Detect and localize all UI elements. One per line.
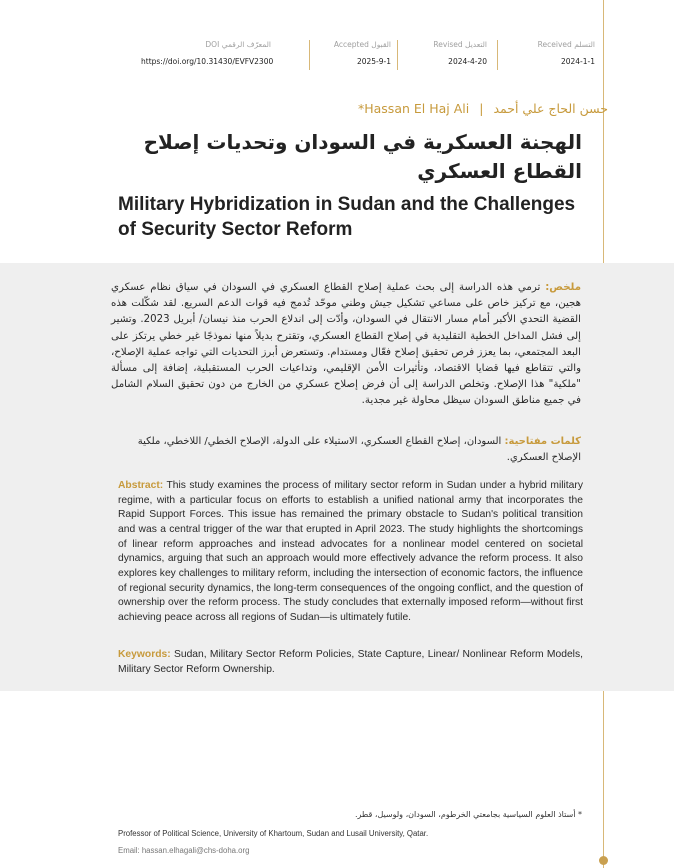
meta-revised	[403, 40, 487, 72]
meta-accepted-value: 2025-9-1	[356, 57, 391, 66]
keywords-english	[118, 648, 583, 677]
keywords-english-text: Sudan, Military Sector Reform Policies, State Capture, Linear/ Nonlinear Reform Models, Military Sector Reform Ownership.	[118, 649, 583, 675]
author-name-english: *Hassan El Haj Ali	[357, 101, 470, 116]
keywords-english-label: Keywords:	[118, 649, 171, 660]
keywords-arabic-text: السودان، إصلاح القطاع العسكري، الاستيلاء على الدولة، الإصلاح الخطي/ اللاخطي، ملكية الإصلاح العسكري.	[137, 436, 581, 463]
abstract-english-text: This study examines the process of military sector reform in Sudan under a hybrid military regime, with a particular focus on efforts to establish a unified national army that incorporates the Rapid Support Forces. This issue has remained the primary obstacle to Sudan's political transition and was a central trigger of the war that erupted in April 2023. The study highlights the shortcomings of linear reform approaches and instead advocates for a nonlinear model centered on societal dynamics, arguing that such an approach would more effectively advance the reform process. It also explores key challenges to military reform, including the intersection of economic factors, the influence of regional security dynamics, the long-term consequences of the ongoing conflict, and the question of ownership over the reform process. The study concludes that externally imposed reform—without first achieving peace across all regions of Sudan—is ultimately futile.	[118, 480, 583, 623]
title-english: Military Hybridization in Sudan and the Challenges of Security Sector Reform	[118, 194, 576, 240]
title-arabic: الهجنة العسكرية في السودان وتحديات إصلاح القطاع العسكري	[143, 130, 582, 183]
meta-revised-label: Revised التعديل	[433, 40, 487, 49]
abstract-english	[118, 479, 583, 626]
keywords-arabic	[111, 434, 581, 466]
footnote-arabic: * أستاذ العلوم السياسية بجامعتي الخرطوم، السودان، ولوسيل، قطر.	[354, 810, 582, 819]
meta-doi-label: DOI المعرّف الرقمي	[205, 40, 271, 49]
meta-received-label: Received التسلم	[537, 40, 595, 49]
abstract-arabic-label: ملخص:	[545, 282, 581, 293]
author-line	[88, 101, 608, 116]
author-email[interactable]: Email: hassan.elhagali@chs-doha.org	[118, 846, 250, 855]
meta-separator	[309, 40, 310, 70]
abstract-arabic-text: ترمي هذه الدراسة إلى بحث عملية إصلاح القطاع العسكري في السودان في سياق نظام عسكري هجين، مع تركيز خاص على مساعي تشكيل جيش وطني موحّد تُدمج فيه قوات الدعم السريع. لقد شكّلت هذه القضية التحدي الأكبر أمام مسار الانتقال في السودان، وأدّت إلى اندلاع الحرب منذ نيسان/ أبريل 2023. وتشير إلى فشل المداخل الخطية التقليدية في إصلاح القطاع العسكري، وتقترح بديلاً منها نموذجًا غير خطي يرتكز على البعد المجتمعي، بما يعزز فرص تحقيق إصلاح فعّال ومستدام. وتستعرض أبرز التحديات التي تواجه عملية الإصلاح، والتي تتقاطع فيها قضايا الاقتصاد، وتأثيرات الأمن الإقليمي، وتداعيات الحرب المستقبلية، إضافة إلى مسألة "ملكية" هذا الإصلاح. وتخلص الدراسة إلى أن فرض إصلاح عسكري من الخارج من دون تحقيق السلام الشامل في جميع مناطق السودان سيظل محاولة غير مجدية.	[111, 282, 581, 407]
meta-received-value: 2024-1-1	[560, 57, 595, 66]
author-name-arabic: حسن الحاج علي أحمد	[493, 101, 608, 116]
meta-revised-value: 2024-4-20	[448, 57, 487, 66]
author-separator: |	[479, 101, 484, 116]
footnote-english: Professor of Political Science, University of Khartoum, Sudan and Lusail University, Qatar.	[118, 829, 429, 838]
meta-separator	[397, 40, 398, 70]
meta-accepted	[315, 40, 391, 72]
keywords-arabic-label: كلمات مفتاحية:	[504, 436, 581, 447]
abstract-english-label: Abstract:	[118, 480, 164, 491]
meta-doi	[141, 40, 274, 72]
meta-accepted-label: Accepted القبول	[333, 40, 391, 49]
margin-gold-dot	[599, 856, 608, 865]
abstract-arabic	[111, 280, 581, 410]
publication-dates	[135, 40, 597, 72]
meta-separator	[497, 40, 498, 70]
meta-received	[503, 40, 595, 72]
meta-doi-value[interactable]: https://doi.org/10.31430/EVFV2300	[141, 57, 274, 66]
